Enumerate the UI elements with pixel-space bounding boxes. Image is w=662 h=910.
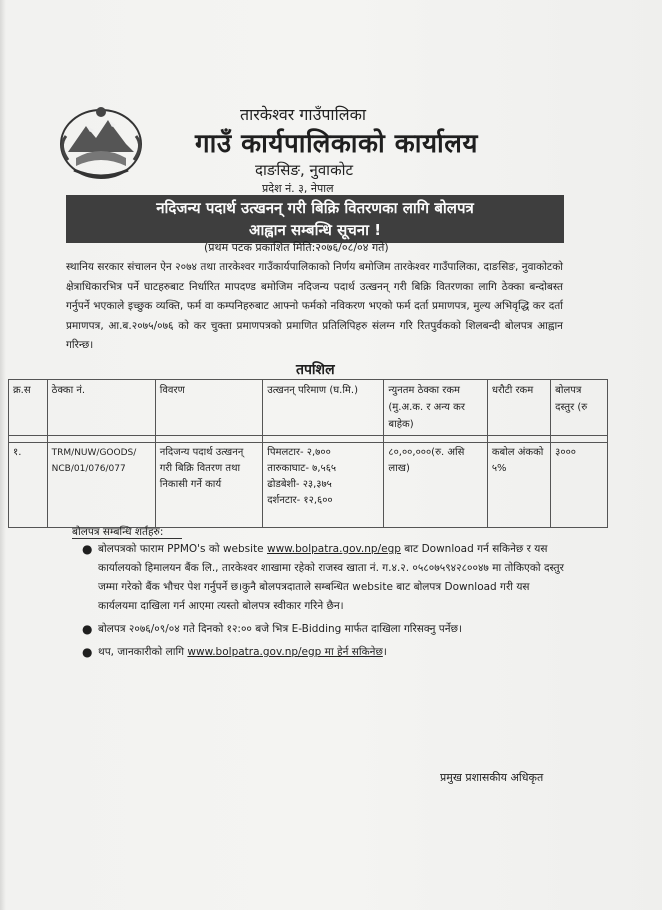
notice-banner [66,195,564,243]
cell-sn: १. [9,443,48,528]
list-item [78,620,568,639]
bullet-icon: ● [82,645,93,659]
cell-contract-no: TRM/NUW/GOODS/ NCB/01/076/077 [47,443,155,528]
nepal-emblem-icon [56,100,146,182]
table-spacer-row [9,436,608,443]
header-sn: क्र.स [9,380,48,436]
term3-text-b: । [382,646,387,658]
qty-dhodbeshi: ढोडबेशी- २३,३७५ [267,479,332,490]
signatory-title: प्रमुख प्रशासकीय अधिकृत [440,771,544,784]
cell-quantity [263,443,384,528]
cell-fee: ३००० [551,443,608,528]
header-quantity: उत्खनन् परिमाण (घ.मि.) [263,380,384,436]
intro-paragraph: स्थानिय सरकार संचालन ऐन २०७४ तथा तारकेश्वर गाउँकार्यपालिकाको निर्णय बमोजिम तारकेश्वर गाउँपालिका, दाङसिङ, नुवाकोटको क्षेत्राधिकारभित्र पर्ने घाटहरुबाट निर्धारित मापदण्ड बमोजिम नदिजन्य पदार्थ उत्खनन् गरी बिक्रि वितरणका लागि ठेक्का बन्दोबस्त गर्नुपर्ने भएकाले इच्छुक व्यक्ति, फर्म वा कम्पनिहरुबाट आफ्नो फर्मको नविकरण भएको फर्म दर्ता प्रमाणपत्र, मुल्य अभिवृद्धि कर दर्ता प्रमाणपत्र, आ.ब.२०७५/०७६ को कर चुक्ता प्रमाणपत्रको प्रमाणित प्रतिलिपिहरु संलग्न गरि रितपुर्वकको शिलबन्दी बोलपत्र आह्वान गरिन्छ। [66,261,563,351]
bullet-icon: ● [82,622,93,636]
terms-title: बोलपत्र सम्बन्धि शर्तहरु: [72,526,164,538]
bolpatra-link[interactable]: www.bolpatra.gov.np/egp [266,543,401,555]
header-description: विवरण [155,380,262,436]
table-header-row [9,380,608,436]
office-title: गाउँ कार्यपालिकाको कार्यालय [195,129,478,159]
municipality-name: तारकेश्वर गाउँपालिका [240,105,366,124]
header-contract-no: ठेक्का नं. [47,380,155,436]
cell-min-amount: ८०,००,०००(रु. असि लाख) [384,443,487,528]
province-label: प्रदेश नं. ३, नेपाल [262,182,334,195]
banner-subtitle: आह्वान सम्बन्धि सूचना ! [248,221,382,239]
qty-pimaltar: पिमलटार- २,७०० [267,447,331,458]
table-title: तपशिल [296,362,335,378]
term1-text-a: बोलपत्रको फाराम PPMO's को website [98,543,267,555]
cell-description: नदिजन्य पदार्थ उत्खनन् गरी बिक्रि वितरण तथा निकासी गर्ने कार्य [155,443,262,528]
header-min-amount: न्युनतम ठेक्का रकम (मु.अ.क. र अन्य कर बाहेक) [384,380,487,436]
table-row [9,443,608,528]
bullet-icon: ● [82,542,93,556]
cell-deposit: कबोल अंकको ५% [487,443,550,528]
header-fee: बोलपत्र दस्तुर (रु [551,380,608,436]
details-table [8,379,608,528]
term3-text-a: थप, जानकारीको लागि [98,646,188,658]
terms-list [78,540,568,666]
header-deposit: धरौटी रकम [487,380,550,436]
term1-text-b: बाट Download गर्न सकिनेछ र यस कार्यालयको हिमालयन बैंक लि., तारकेश्वर शाखामा रहेको राजस्व खाता नं. ग.४.२. ०५८०७५९४२८००४७ मा तोकिएको दस्तुर जम्मा गरेको बैंक भौचर पेश गर्नुपर्ने छ।कुनै बोलपत्रदाताले सम्बन्धित website बाट बोलपत्र Download गरी यस कार्यलयमा दाखिला गर्न आएमा त्यस्तो बोलपत्र स्वीकार गरिने छैन। [98,543,564,612]
term2-text: बोलपत्र २०७६/०९/०४ गते दिनको १२:०० बजे भित्र E-Bidding मार्फत दाखिला गरिसक्नु पर्नेछ। [98,623,462,635]
banner-title: नदिजन्य पदार्थ उत्खनन् गरी बिक्रि वितरणका लागि बोलपत्र [156,199,474,217]
qty-darshantar: दर्शनटार- १२,६०० [267,495,333,506]
qty-tarukaghat: तारुकाघाट- ७,५६५ [267,463,337,474]
terms-title-underline [72,538,182,539]
office-address: दाङसिङ, नुवाकोट [255,161,354,179]
publication-date-note: (प्रथम पटक प्रकाशित मिति:२०७६/०८/०४ गते) [204,241,389,254]
list-item [78,643,568,662]
list-item [78,540,568,616]
bolpatra-info-link[interactable]: www.bolpatra.gov.np/egp मा हेर्न सकिनेछ [187,646,383,658]
